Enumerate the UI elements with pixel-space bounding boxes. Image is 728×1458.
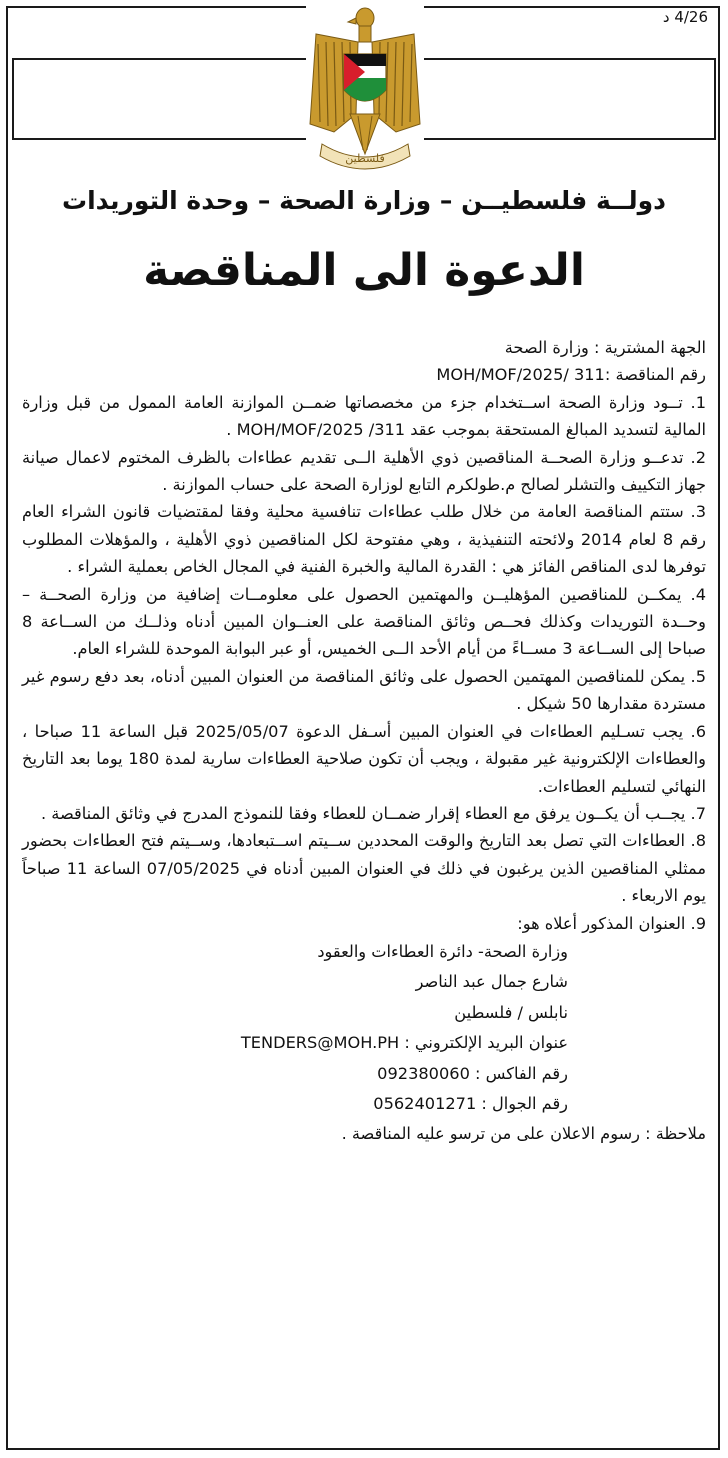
clause-item: 2. تدعــو وزارة الصحــة المناقصين ذوي الأهلية الــى تقديم عطاءات بالظرف المختوم لاعمال صيانة جهاز التكييف والتشلر لصالح م.طولكرم التابع لوزارة الصحة على حساب الموازنة . xyxy=(22,447,706,495)
clause-item: 3. ستتم المناقصة العامة من خلال طلب عطاءات تنافسية محلية وفقا لمقتضيات قانون الشراء العام رقم 8 لعام 2014 ولائحته التنفيذية ، وهي مفتوحة لكل المناقصين ذوي الأهلية ، والمؤهلات المطلوب توفرها لدى المناقص الفائز هي : القدرة المالية والخبرة الفنية في المجال الخاص بعملية الشراء . xyxy=(22,502,706,577)
address-line: نابلس / فلسطين xyxy=(454,1002,568,1022)
palestine-eagle-emblem-icon xyxy=(306,4,424,170)
clause-item: 5. يمكن للمناقصين المهتمين الحصول على وثائق المناقصة من العنوان المبين أدناه، بعد دفع رسوم غير مستردة مقدارها 50 شيكل . xyxy=(22,666,706,714)
clause-item: 7. يجــب أن يكــون يرفق مع العطاء إقرار ضمــان للعطاء وفقا للنموذج المدرج في وثائق المناقصة . xyxy=(41,803,706,823)
email-line: عنوان البريد الإلكتروني : TENDERS@MOH.PH xyxy=(240,1033,568,1053)
address-block xyxy=(22,937,706,1120)
organization-line: دولــة فلسطيــن – وزارة الصحة – وحدة التوريدات xyxy=(61,186,667,215)
page-title: الدعوة الى المناقصة xyxy=(143,245,585,296)
buyer-line: الجهة المشترية : وزارة الصحة xyxy=(504,338,706,357)
address-line: وزارة الصحة- دائرة العطاءات والعقود xyxy=(317,941,568,961)
clause-item: 8. العطاءات التي تصل بعد التاريخ والوقت المحددين ســيتم اســتبعادها، وســيتم فتح العطاءات بحضور ممثلي المناقصين الذين يرغبون في ذلك في العنوان المبين أدناه في 07/05/2025 الساعة 11 صباحاً يوم الاربعاء . xyxy=(22,831,707,906)
tender-number-line: رقم المناقصة :MOH/MOF/2025/ 311 xyxy=(436,365,706,385)
clause-item: 1. تــود وزارة الصحة اســتخدام جزء من مخصصاتها ضمــن الموازنة العامة الممول من قبل وزارة المالية لتسديد المبالغ المستحقة بموجب عقد 311/ MOH/MOF/2025 . xyxy=(22,392,706,440)
note-line: ملاحظة : رسوم الاعلان على من ترسو عليه المناقصة . xyxy=(341,1123,706,1143)
clause-item: 9. العنوان المذكور أعلاه هو: xyxy=(517,913,706,933)
address-line: شارع جمال عبد الناصر xyxy=(415,972,568,992)
clause-item: 6. يجب تسـليم العطاءات في العنوان المبين أسـفل الدعوة 2025/05/07 قبل الساعة 11 صباحا ، والعطاءات الإلكترونية غير مقبولة ، ويجب أن تكون صلاحية العطاءات سارية لمدة 180 يوما بعد التاريخ النهائي لتسليم العطاءات. xyxy=(22,721,706,796)
announcement-body xyxy=(22,334,706,1147)
mobile-line: رقم الجوال : 0562401271 xyxy=(373,1094,568,1114)
emblem-scroll-text: فلسطين xyxy=(345,152,385,165)
reference-code: 4/26 د xyxy=(662,8,708,26)
clause-item: 4. يمكــن للمناقصين المؤهليــن والمهتمين الحصول على معلومــات إضافية من وزارة الصحــة – وحــدة التوريدات وكذلك فحــص وثائق المناقصة على العنــوان المبين أدناه وذلــك من الســاعة 8 صباحا إلى الســاعة 3 مســاءً من أيام الأحد الــى الخميس، أو عبر البوابة الموحدة للشراء العام. xyxy=(22,584,706,659)
fax-line: رقم الفاكس : 092380060 xyxy=(377,1063,568,1083)
